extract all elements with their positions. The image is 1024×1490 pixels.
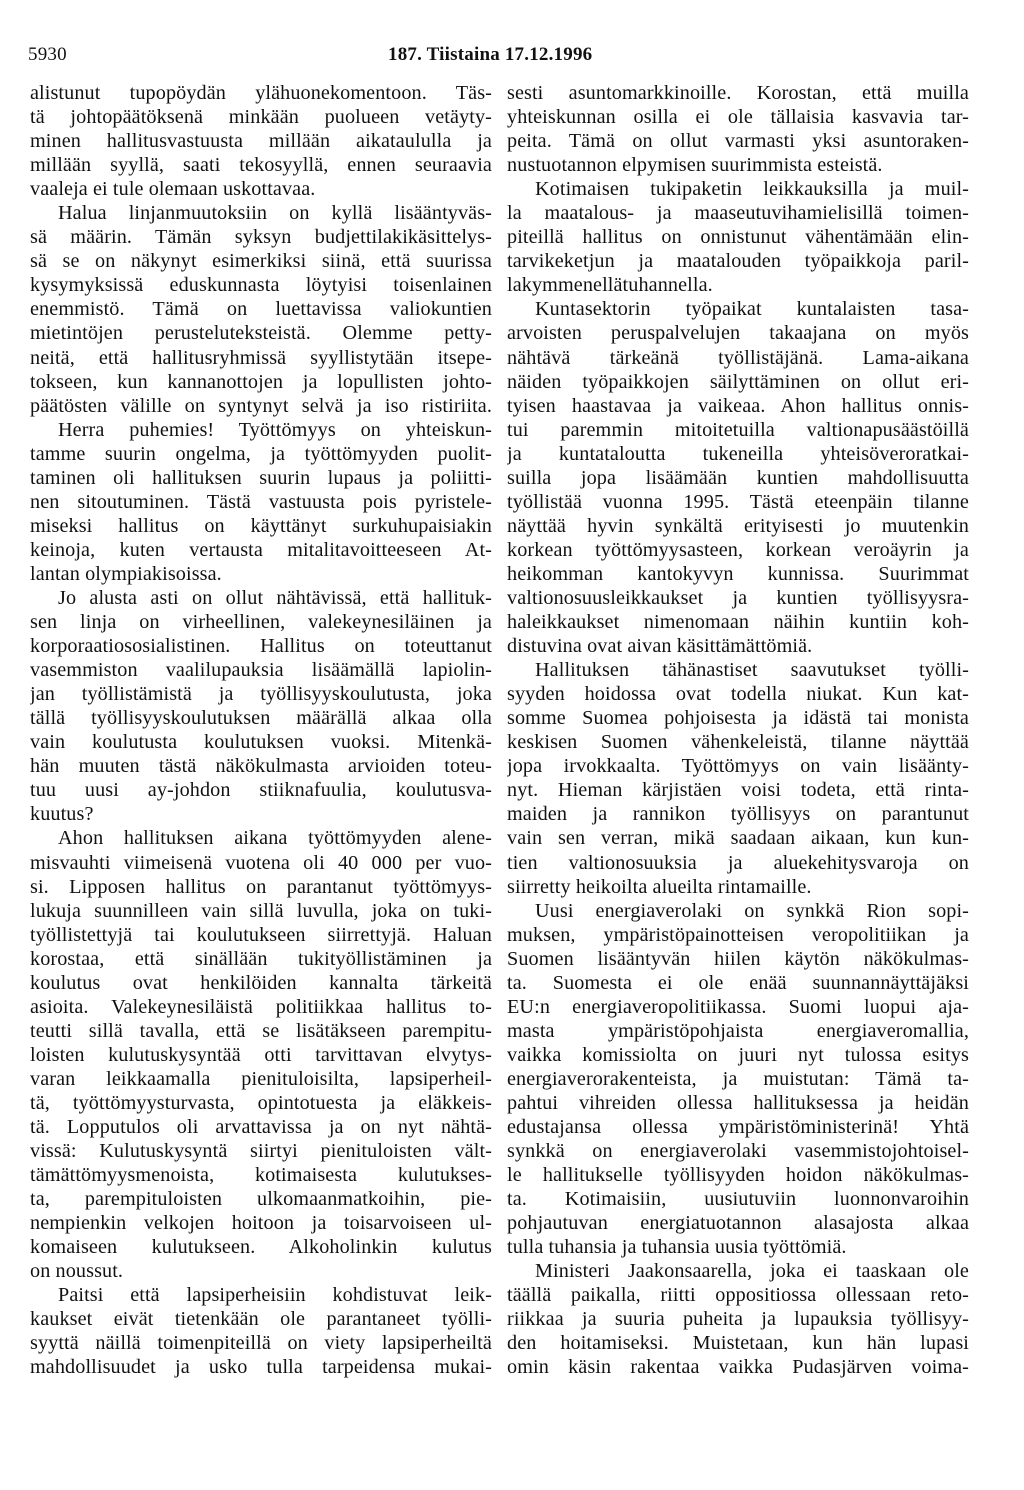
text-line: tä johtopäätöksenä minkään puolueen vetäyty- (30, 106, 492, 129)
text-line: jopa irvokkaalta. Työttömyys on vain lisäänty- (507, 755, 969, 778)
text-line: nähtävä tärkeänä työllistäjänä. Lama-aikana (507, 346, 969, 369)
text-line: ta. Suomesta ei ole enää suunnannäyttäjäksi (507, 971, 969, 994)
text-line: synkkä on energiaverolaki vasemmistojohtoisel- (507, 1140, 969, 1163)
text-line: sen linja on virheellinen, valekeynesiläinen ja (30, 611, 492, 634)
text-line: ta. Kotimaisiin, uusiutuviin luonnonvaroihin (507, 1188, 969, 1211)
text-line: keinoja, kuten vertausta mitalitavoitteeseen At- (30, 538, 492, 561)
text-line: syyttä näillä toimenpiteillä on viety lapsiperheiltä (30, 1332, 492, 1355)
text-line: edustajansa ollessa ympäristöministerinä! Yhtä (507, 1116, 969, 1139)
text-line: Paitsi että lapsiperheisiin kohdistuvat leik- (58, 1284, 492, 1307)
text-line: peita. Tämä on ollut varmasti yksi asuntoraken- (507, 130, 969, 153)
text-line: täällä paikalla, riitti oppositiossa ollessaan reto- (507, 1284, 969, 1307)
text-line: riikkaa ja suuria puheita ja lupauksia työllisyy- (507, 1308, 969, 1331)
text-line: tyisen haastavaa ja vaikeaa. Ahon hallitus onnis- (507, 394, 969, 417)
text-line: keskisen Suomen vähenkeleistä, tilanne näyttää (507, 731, 969, 754)
text-line: Ahon hallituksen aikana työttömyyden alene- (58, 827, 492, 850)
text-line: miseksi hallitus on käyttänyt surkuhupaisiakin (30, 514, 492, 537)
text-line: muksen, ympäristöpainotteisen veropolitiikan ja (507, 923, 969, 946)
text-line: työllistettyjä tai koulutukseen siirrettyjä. Haluan (30, 923, 492, 946)
text-line: vaikka komissiolta on juuri nyt tulossa esitys (507, 1043, 969, 1066)
text-line: alistunut tupopöydän ylähuonekomentoon. Täs- (30, 82, 492, 104)
text-line: le hallitukselle työllisyyden hoidon näkökulmas- (507, 1164, 969, 1187)
text-line: tällä työllisyyskoulutuksen määrällä alkaa olla (30, 707, 492, 730)
text-line: pohjautuvan energiatuotannon alasajosta alkaa (507, 1212, 969, 1235)
text-line: ta, parempituloisten ulkomaanmatkoihin, pie- (30, 1188, 492, 1211)
text-line: korostaa, että sinällään tukityöllistäminen ja (30, 947, 492, 970)
text-line: kysymyksissä eduskunnasta löytyisi toisenlainen (30, 274, 492, 297)
text-line: tä. Lopputulos oli arvattavissa ja on nyt nähtä- (30, 1116, 492, 1139)
text-line: taminen oli hallituksen suurin lupaus ja poliitti- (30, 466, 492, 489)
text-line: vaaleja ei tule olemaan uskottavaa. (30, 178, 316, 201)
text-line: tämättömyysmenoista, kotimaisesta kulutukses- (30, 1164, 492, 1187)
right-text-column (507, 81, 969, 1380)
text-line: Kotimaisen tukipaketin leikkauksilla ja muil- (535, 178, 969, 201)
text-line: sesti asuntomarkkinoille. Korostan, että muilla (507, 82, 969, 104)
text-line: kuutus? (30, 803, 94, 826)
text-line: mahdollisuudet ja usko tulla tarpeidensa mukai- (30, 1356, 492, 1379)
text-line: vain koulutusta koulutuksen vuoksi. Mitenkä- (30, 731, 492, 754)
text-line: tien valtionosuuksia ja aluekehitysvaroja on (507, 851, 969, 874)
text-line: ja kuntataloutta tukeneilla yhteisöveroratkai- (507, 442, 969, 465)
text-line: sä se on näkynyt esimerkiksi siinä, että suurissa (30, 250, 492, 273)
text-line: nustuotannon elpymisen suurimmista esteistä. (507, 154, 883, 177)
text-line: maiden ja rannikon työllisyys on parantunut (507, 803, 969, 826)
text-line: den hoitamiseksi. Muistetaan, kun hän lupasi (507, 1332, 969, 1355)
text-line: enemmistö. Tämä on luettavissa valiokuntien (30, 298, 492, 321)
text-line: koulutus ovat henkilöiden kannalta tärkeitä (30, 971, 492, 994)
text-line: syyden hoidossa ovat todella niukat. Kun kat- (507, 683, 969, 706)
text-line: tä, työttömyysturvasta, opintotuesta ja eläkkeis- (30, 1091, 492, 1114)
text-line: asioita. Valekeynesiläistä politiikkaa hallitus to- (30, 995, 492, 1018)
text-line: tulla tuhansia ja tuhansia uusia työttömiä. (507, 1236, 847, 1259)
text-line: Jo alusta asti on ollut nähtävissä, että hallituk- (58, 586, 492, 609)
text-line: yhteiskunnan osilla ei ole tällaisia kasvavia tar- (507, 106, 969, 129)
text-line: tokseen, kun kannanottojen ja lopullisten johto- (30, 370, 492, 393)
text-line: vain sen verran, mikä saadaan aikaan, kun kun- (507, 827, 969, 850)
text-line: lantan olympiakisoissa. (30, 562, 222, 585)
text-line: näyttää hyvin synkältä erityisesti jo muutenkin (507, 514, 969, 537)
text-line: nen sitoutuminen. Tästä vastuusta pois pyristele- (30, 490, 492, 513)
text-line: tuu uusi ay-johdon stiiknafuulia, koulutusva- (30, 779, 492, 802)
text-line: distuvina ovat aivan käsittämättömiä. (507, 635, 813, 658)
text-line: haleikkaukset nimenomaan näihin kuntiin koh- (507, 611, 969, 634)
text-line: pahtui vihreiden ollessa hallituksessa ja heidän (507, 1091, 969, 1114)
text-line: tarvikeketjun ja maatalouden työpaikkoja paril- (507, 250, 969, 273)
text-line: loisten kulutuskysyntää otti tarvittavan elvytys- (30, 1043, 492, 1066)
text-line: näiden työpaikkojen säilyttäminen on ollut eri- (507, 370, 969, 393)
text-line: suilla jopa lisäämään kuntien mahdollisuutta (507, 466, 969, 489)
text-line: tamme suurin ongelma, ja työttömyyden puolit- (30, 442, 492, 465)
text-line: jan työllistämistä ja työllisyyskoulutusta, joka (30, 683, 492, 706)
text-line: heikomman kantokyvyn kunnissa. Suurimmat (507, 562, 969, 585)
text-line: Herra puhemies! Työttömyys on yhteiskun- (58, 418, 492, 441)
text-line: Halua linjanmuutoksiin on kyllä lisääntyväs- (58, 202, 492, 225)
text-line: on noussut. (30, 1260, 124, 1283)
text-line: misvauhti viimeisenä vuotena oli 40 000 per vuo- (30, 851, 492, 874)
text-line: minen hallitusvastuusta millään aikataululla ja (30, 130, 492, 153)
text-line: komaiseen kulutukseen. Alkoholinkin kulutus (30, 1236, 492, 1259)
text-line: EU:n energiaveropolitiikassa. Suomi luopui aja- (507, 995, 969, 1018)
text-line: työllistää vuonna 1995. Tästä eteenpäin tilanne (507, 490, 969, 513)
text-line: korkean työttömyysasteen, korkean veroäyrin ja (507, 538, 969, 561)
text-line: Ministeri Jaakonsaarella, joka ei taaskaan ole (535, 1260, 969, 1283)
text-line: somme Suomea pohjoisesta ja idästä tai monista (507, 707, 969, 730)
text-line: arvoisten peruspalvelujen takaajana on myös (507, 322, 969, 345)
text-line: lukuja suunnilleen vain sillä luvulla, joka on tuki- (30, 899, 492, 922)
text-line: tui paremmin mitoitetuilla valtionapusäästöillä (507, 418, 969, 441)
page-header (28, 44, 988, 68)
text-line: mietintöjen perusteluteksteistä. Olemme petty- (30, 322, 492, 345)
text-line: nyt. Hieman kärjistäen voisi todeta, että rinta- (507, 779, 969, 802)
text-line: la maatalous- ja maaseutuvihamielisillä toimen- (507, 202, 969, 225)
text-line: masta ympäristöpohjaista energiaveromallia, (507, 1019, 969, 1042)
text-line: vasemmiston vaalilupauksia lisäämällä lapiolin- (30, 659, 492, 682)
text-line: piteillä hallitus on onnistunut vähentämään elin- (507, 226, 969, 249)
text-line: omin käsin rakentaa vaikka Pudasjärven voima- (507, 1356, 969, 1379)
text-line: Kuntasektorin työpaikat kuntalaisten tasa- (535, 298, 969, 321)
text-line: varan leikkaamalla pienituloisilta, lapsiperheil- (30, 1067, 492, 1090)
text-line: sä määrin. Tämän syksyn budjettilakikäsittelys- (30, 226, 492, 249)
text-line: energiaverorakenteista, ja muistutan: Tämä ta- (507, 1067, 969, 1090)
text-line: vissä: Kulutuskysyntä siirtyi pienituloisten vält- (30, 1140, 492, 1163)
text-line: Uusi energiaverolaki on synkkä Rion sopi- (535, 899, 969, 922)
text-line: valtionosuusleikkaukset ja kuntien työllisyysra- (507, 586, 969, 609)
left-text-column (30, 81, 492, 1380)
page-number: 5930 (28, 44, 67, 65)
text-line: teutti sillä tavalla, että se lisätäkseen parempitu- (30, 1019, 492, 1042)
text-line: Suomen lisääntyvän hiilen käytön näkökulmas- (507, 947, 969, 970)
text-line: päätösten välille on syntynyt selvä ja iso ristiriita. (30, 394, 492, 417)
text-line: si. Lipposen hallitus on parantanut työttömyys- (30, 875, 492, 898)
text-line: nempienkin velkojen hoitoon ja toisarvoiseen ul- (30, 1212, 492, 1235)
text-line: lakymmenellätuhannella. (507, 274, 713, 297)
text-line: kaukset eivät tietenkään ole parantaneet työlli- (30, 1308, 492, 1331)
text-line: Hallituksen tähänastiset saavutukset työlli- (535, 659, 969, 682)
text-line: hän muuten tästä näkökulmasta arvioiden toteu- (30, 755, 492, 778)
text-line: siirretty heikoilta alueilta rintamaille. (507, 875, 812, 898)
text-line: neitä, että hallitusryhmissä syyllistytään itsepe- (30, 346, 492, 369)
text-line: korporaatiososialistinen. Hallitus on toteuttanut (30, 635, 492, 658)
text-line: millään syyllä, saati tekosyyllä, ennen seuraavia (30, 154, 492, 177)
running-head: 187. Tiistaina 17.12.1996 (388, 44, 593, 65)
